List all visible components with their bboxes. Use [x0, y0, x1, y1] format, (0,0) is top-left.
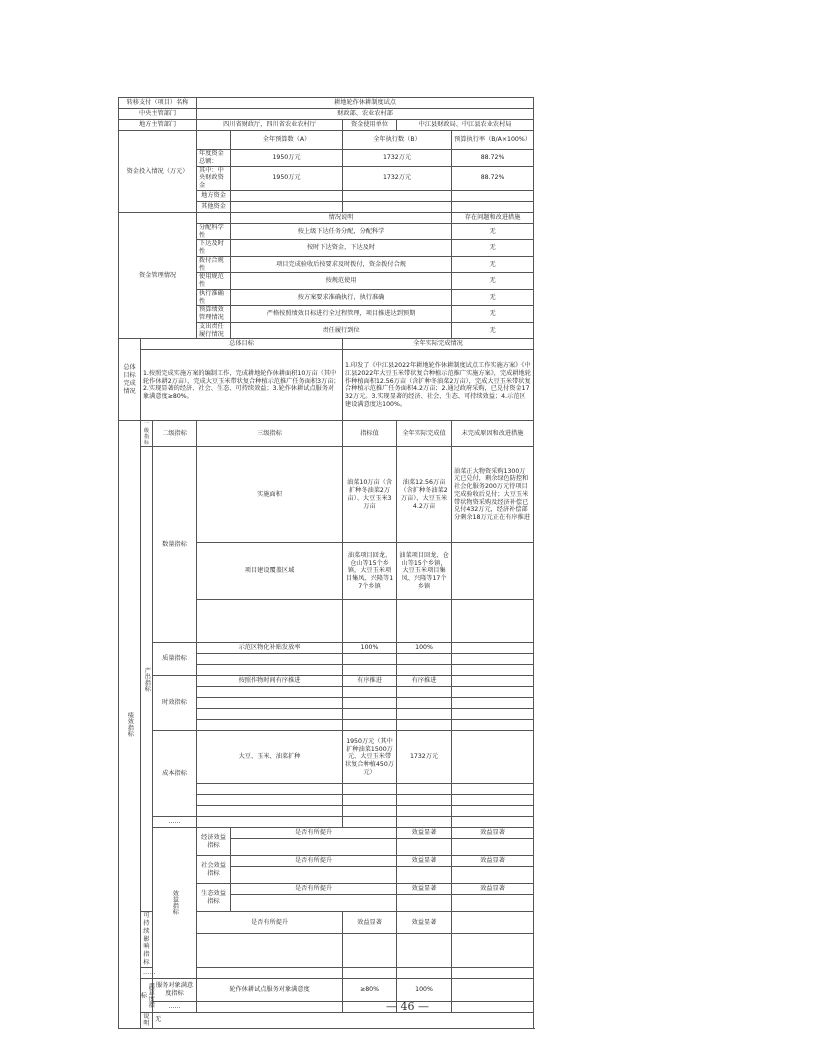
management-row-desc: 按方案要求准确执行，执行准确 [231, 289, 452, 306]
funds-row-label: 其中：中央财政资金 [197, 166, 231, 190]
funds-row-exec: 1732万元 [343, 150, 452, 167]
benefit-econ-name: 是否有所提升 [231, 828, 397, 839]
funds-row-exec: 1732万元 [343, 166, 452, 190]
goals-col-actual: 全年实际完成情况 [343, 339, 534, 350]
quality-name: 示范区物化补贴发放率 [197, 643, 343, 654]
local-dept-label: 地方主管部门 [119, 120, 197, 131]
user-unit: 中江县财政局、中江县农业农村局 [397, 120, 534, 131]
ind-col-target: 指标值 [343, 421, 397, 447]
central-dept-label: 中央主管部门 [119, 109, 197, 120]
management-row-issue: 无 [452, 273, 534, 290]
q1-reason: 油菜正大物资采购1300万元已兑付，剩余绿色防控和社会化服务200万元待项目完成验收后兑付；大豆玉米带状物资采购及经济补偿已兑付432万元，经济补偿部分剩余18万元正在有序推进 [452, 447, 534, 543]
management-row-label: 支出责任履行情况 [197, 322, 231, 339]
management-row-issue: 无 [452, 322, 534, 339]
management-row-issue: 无 [452, 306, 534, 323]
management-row-desc: 责任履行到位 [231, 322, 452, 339]
funds-col-budget: 全年预算数（A） [231, 131, 343, 150]
note-text: 无 [153, 1012, 534, 1029]
performance-table-sheet [118, 97, 533, 1029]
goals-col-target: 总体目标 [141, 339, 343, 350]
management-section-label: 资金管理情况 [119, 212, 197, 339]
benefit-social-name: 是否有所提升 [231, 856, 397, 867]
funds-section-label: 资金投入情况（万元） [119, 131, 197, 213]
management-row-issue: 无 [452, 289, 534, 306]
ind-col-level3: 三级指标 [197, 421, 343, 447]
satisfaction-name: 轮作休耕试点服务对象满意度 [197, 978, 343, 1001]
management-row-desc: 严格按照绩效目标进行全过程管理，项目推进达到预期 [231, 306, 452, 323]
benefit-social-target: 效益显著 [397, 856, 452, 867]
funds-row-rate: 88.72% [452, 166, 534, 190]
project-name: 耕地轮作休耕制度试点 [197, 98, 534, 109]
management-row-label: 使用规范性 [197, 273, 231, 290]
quantity-label: 数量指标 [153, 447, 197, 643]
benefit-sustain-name: 是否有所提升 [197, 912, 343, 934]
funds-row-label: 地方资金 [197, 190, 231, 201]
satisfaction-target: ≥80% [343, 978, 397, 1001]
time-target: 有序推进 [343, 676, 397, 687]
funds-row-budget: 1950万元 [231, 166, 343, 190]
cost-actual: 1732万元 [397, 731, 452, 784]
management-row-label: 下达及时性 [197, 240, 231, 257]
satisfaction-actual: 100% [397, 978, 452, 1001]
benefit-social-actual: 效益显著 [452, 856, 534, 867]
ind-col-reason: 未完成原因和改进措施 [452, 421, 534, 447]
quality-label: 质量指标 [153, 643, 197, 676]
q1-name: 实施面积 [197, 447, 343, 543]
goals-target-text: 1.按照完成实施方案的编制工作，完成耕地轮作休耕面积10万亩（其中轮作休耕2万亩），完成大豆玉米带状复合种植示范推广任务面积3万亩；2.实现显著的经济、社会、生态、可持续效益；3.轮作休耕试点服务对象满意度≥80%。 [141, 350, 343, 421]
benefit-eco-label: 生态效益指标 [197, 884, 231, 912]
output-ellipsis: …… [153, 817, 197, 828]
funds-row-label: 其他资金 [197, 201, 231, 212]
benefit-sustain-actual: 效益显著 [397, 912, 452, 934]
indicators-section-label: 绩效指标 [119, 421, 141, 1029]
management-row-label: 执行准确性 [197, 289, 231, 306]
cost-label: 成本指标 [153, 731, 197, 817]
cost-target: 1950万元（其中扩种油菜1500万元、大豆玉米带状复合种植450万元） [343, 731, 397, 784]
management-col-desc: 情况说明 [231, 212, 452, 223]
benefit-econ-target: 效益显著 [397, 828, 452, 839]
time-label: 时效指标 [153, 676, 197, 731]
q1-target: 油菜10万亩（含扩种冬油菜2万亩）、大豆玉米3万亩 [343, 447, 397, 543]
management-row-desc: 按上级下达任务分配，分配科学 [231, 223, 452, 240]
ind-col-level1: 一级指标 [141, 421, 153, 447]
note-label: 说明 [141, 1012, 153, 1029]
benefit-ellipsis: …… [141, 967, 153, 978]
ind-col-level2: 二级指标 [153, 421, 197, 447]
benefit-sustain-label: 可持续影响指标 [141, 912, 153, 967]
benefit-eco-name: 是否有所提升 [231, 884, 397, 895]
time-name: 按照作物时间有序推进 [197, 676, 343, 687]
benefit-social-label: 社会效益指标 [197, 856, 231, 884]
time-actual: 有序推进 [397, 676, 452, 687]
management-row-label: 分配科学性 [197, 223, 231, 240]
local-dept: 四川省财政厅，四川省农业农村厅 [197, 120, 343, 131]
q1-actual: 油菜12.56万亩（含扩种冬油菜2万亩）、大豆玉米4.2万亩 [397, 447, 452, 543]
q2-name: 项目建设覆盖区域 [197, 543, 343, 600]
quality-target: 100% [343, 643, 397, 654]
benefit-label: 效益指标 [153, 828, 197, 978]
funds-row-label: 年度资金总额： [197, 150, 231, 167]
q2-actual: 油菜项目回龙、仓山等15个乡镇，大豆玉米项目集凤、兴隆等17个乡镇 [397, 543, 452, 600]
page-number: — 46 — [386, 1000, 429, 1013]
benefit-econ-actual: 效益显著 [452, 828, 534, 839]
management-row-issue: 无 [452, 240, 534, 257]
satisfaction-ellipsis: …… [153, 1001, 197, 1012]
benefit-econ-label: 经济效益指标 [197, 828, 231, 856]
cost-name: 大豆、玉米、油菜扩种 [197, 731, 343, 784]
management-row-label: 拨付合规性 [197, 256, 231, 273]
management-row-desc: 项目完成验收后按要求及时拨付，资金拨付合规 [231, 256, 452, 273]
management-row-label: 预算绩效管理情况 [197, 306, 231, 323]
performance-evaluation-table [118, 97, 534, 1029]
quality-actual: 100% [397, 643, 452, 654]
funds-row-budget: 1950万元 [231, 150, 343, 167]
project-label: 转移支付（项目）名称 [119, 98, 197, 109]
funds-row-rate: 88.72% [452, 150, 534, 167]
q2-target: 油菜项目回龙、仓山等15个乡镇，大豆玉米项目集凤、兴隆等17个乡镇 [343, 543, 397, 600]
goals-section-label: 总体目标完成情况 [119, 339, 141, 421]
management-col-issue: 存在问题和改进措施 [452, 212, 534, 223]
funds-col-exec: 全年执行数（B） [343, 131, 452, 150]
management-row-issue: 无 [452, 256, 534, 273]
satisfaction-label: 满意度指标 [141, 978, 153, 1012]
goals-actual-text: 1.印发了《中江县2022年耕地轮作休耕制度试点工作实施方案》《中江县2022年大豆玉米带状复合种植示范推广实施方案》，完成耕地轮作种植面积12.56万亩（含扩种冬油菜2万亩），完成大豆玉米带状复合种植示范推广任务面积4.2万亩；2.通过政府采购，已兑付资金1732万元。3.实现显著的经济、社会、生态、可持续效益；4.示范区建设满意度达100%。 [343, 350, 534, 421]
management-row-desc: 按时下达资金，下达及时 [231, 240, 452, 257]
output-label: 产出指标 [141, 447, 153, 912]
user-unit-label: 资金使用单位 [343, 120, 397, 131]
benefit-eco-target: 效益显著 [397, 884, 452, 895]
management-row-desc: 按规范使用 [231, 273, 452, 290]
funds-col-rate: 预算执行率（B/A×100%） [452, 131, 534, 150]
ind-col-actual: 全年实际完成值 [397, 421, 452, 447]
satisfaction-sub-label: 服务对象满意度指标 [153, 978, 197, 1001]
benefit-eco-actual: 效益显著 [452, 884, 534, 895]
central-dept: 财政部、农业农村部 [197, 109, 534, 120]
benefit-sustain-target: 效益显著 [343, 912, 397, 934]
management-row-issue: 无 [452, 223, 534, 240]
